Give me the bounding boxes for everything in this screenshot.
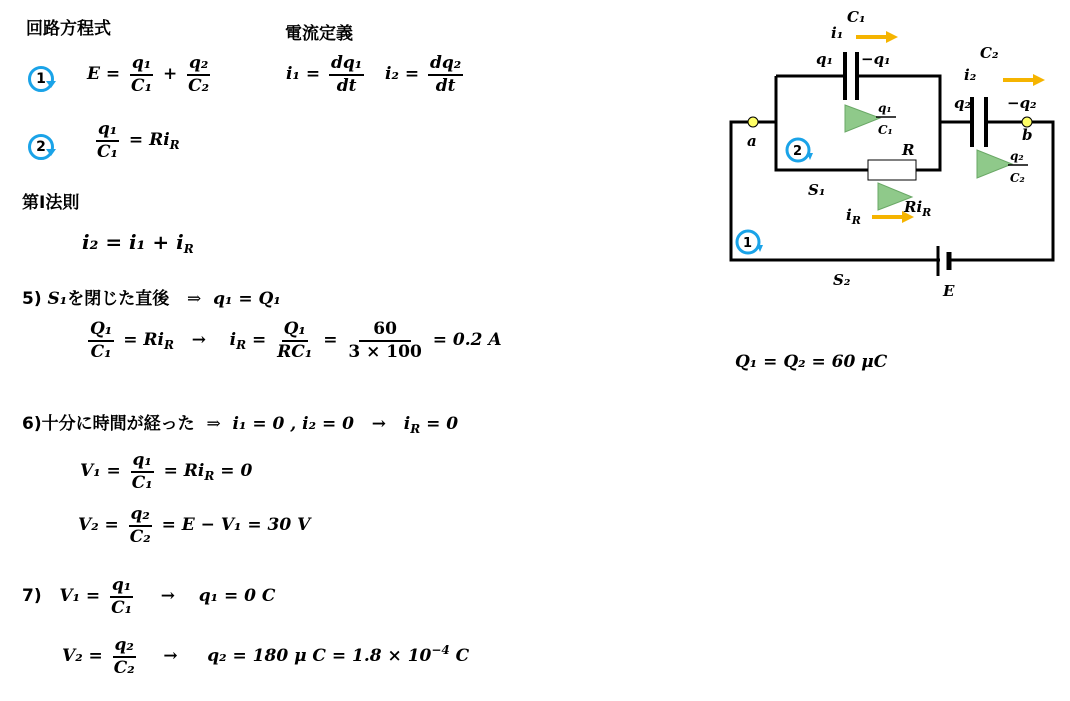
label-c1-voltage-den: C₁ [878,123,893,137]
svg-text:2: 2 [793,144,803,159]
arrow-i2-head [1033,74,1045,86]
label-c2-voltage-den: C₂ [1010,171,1025,185]
label-s1: S₁ [808,181,826,199]
label-c1-voltage-num: q₁ [878,101,892,115]
loop-1-marker: 1 [28,66,54,92]
loop-1-equation: E = $\frac{\text{q₁}}{\text{C₁}}$ + $\frac{\text{q₂}}{\text{C₂}}$ [87,53,210,96]
circuit-diagram [720,0,1065,310]
label-r: R [902,141,915,159]
circuit-loop-1-marker [737,231,763,253]
q5-line: 5) S₁を閉じた直後 ⇒ q₁ = Q₁ [22,289,281,309]
voltage-triangle-c1 [845,105,880,132]
first-law-equation: $i_2 = i_1 + i_R$ [82,230,194,256]
charges-result: Q₁ = Q₂ = 60 μC [735,352,888,372]
label-r-voltage: $Ri_R$ [904,198,932,219]
label-i2: i₂ [964,66,977,84]
circuit-loop-2-marker [787,139,813,161]
label-minus-q1: −q₁ [861,50,891,68]
arrow-i2 [1003,78,1033,82]
label-minus-q2: −q₂ [1007,94,1037,112]
loop-2-equation: $\frac{\text{q₁}}{\text{C₁}}$ = $Ri_R$ [97,119,180,162]
q6-v1-equation: V₁ = $\frac{\text{q₁}}{\text{C₁}}$ = $Ri_R = 0$ [80,450,253,493]
q6-line: 6)十分に時間が経った ⇒ i₁ = 0 , i₂ = 0 → $i_R = 0$ [22,414,459,436]
label-q1: q₁ [816,50,834,68]
node-a [748,117,758,127]
label-i1: i₁ [831,24,844,42]
label-q2: q₂ [954,94,972,112]
label-node-a: a [747,132,757,150]
q5-calculation: $\frac{\text{Q₁}}{\text{C₁}}$ = $Ri_R$ → $i_R$ = $\frac{\text{Q₁}}{\text{RC₁}}$ = $\frac{60}{3 \times 100}$ = 0.2 A [90,319,502,362]
arrow-i1-head [886,31,898,43]
current-definitions: i₁ = $\frac{\text{dq₁}}{dt}$ i₂ = $\frac{\text{dq₂}}{dt}$ [286,53,462,96]
circuit-loop-1-label: 1 [743,236,753,251]
loop-2-marker: 2 [28,134,54,160]
label-ir: $i_R$ [846,206,861,227]
q7-line-2: V₂ = $\frac{\text{q₂}}{\text{C₂}}$ → q₂ = 180 μ $C = 1.8 \times 10^{-4}$ C [62,635,470,678]
resistor [868,160,916,180]
arrow-ir [872,215,902,219]
heading-current-definition: 電流定義 [285,24,353,44]
heading-first-law: 第Ⅰ法則 [22,193,80,213]
arrow-i1 [856,35,886,39]
heading-circuit-equations: 回路方程式 [26,19,111,39]
q7-line-1: 7) V₁ = $\frac{\text{q₁}}{\text{C₁}}$ → q₁ = 0 C [22,575,276,618]
label-node-b: b [1022,126,1033,144]
label-e: E [943,282,955,300]
label-c2-voltage-num: q₂ [1010,149,1024,163]
label-s2: S₂ [833,271,851,289]
q6-v2-equation: V₂ = $\frac{\text{q₂}}{\text{C₂}}$ = E − V₁ = 30 V [78,504,311,547]
label-c2: C₂ [980,44,999,62]
voltage-triangle-c2 [977,150,1012,178]
label-c1: C₁ [847,8,866,26]
